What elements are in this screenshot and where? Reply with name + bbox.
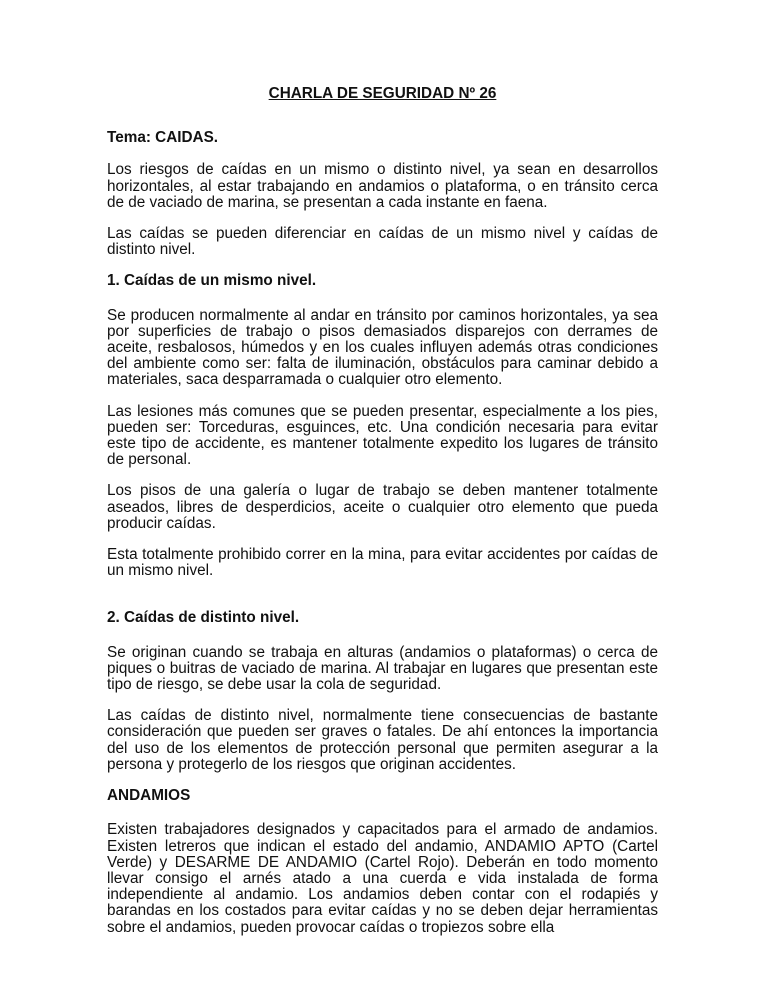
section-1-paragraph-4: Esta totalmente prohibido correr en la mina, para evitar accidentes por caídas de un mismo nivel.	[107, 546, 658, 580]
document-page	[107, 86, 658, 951]
section-1-heading: 1. Caídas de un mismo nivel.	[107, 272, 317, 290]
intro-paragraph-2: Las caídas se pueden diferenciar en caídas de un mismo nivel y caídas de distinto nivel.	[107, 225, 658, 259]
section-1-paragraph-3: Los pisos de una galería o lugar de trabajo se deben mantener totalmente aseados, libres de desperdicios, aceite o cualquier otro elemento que pueda producir caídas.	[107, 482, 658, 532]
section-2-paragraph-2: Las caídas de distinto nivel, normalmente tiene consecuencias de bastante consideración que pueden ser graves o fatales. De ahí entonces la importancia del uso de los elementos de protección personal que permiten asegurar a la persona y protegerlo de los riesgos que originan accidentes.	[107, 707, 658, 773]
section-1-paragraph-1: Se producen normalmente al andar en tránsito por caminos horizontales, ya sea por superficies de trabajo o pisos demasiados disparejos con derrames de aceite, resbalosos, húmedos y en los cuales influyen además otras condiciones del ambiente como ser: falta de iluminación, obstáculos para caminar debido a materiales, saca desparramada o cualquier otro elemento.	[107, 306, 658, 389]
section-3-paragraph-1: Existen trabajadores designados y capacitados para el armado de andamios. Existen letreros que indican el estado del andamio, ANDAMIO APTO (Cartel Verde) y DESARME DE ANDAMIO (Cartel Rojo). Deberán en todo momento llevar consigo el arnés atado a una cuerda e vida instalada de forma independiente al andamio. Los andamios deben contar con el rodapiés y barandas en los costados para evitar caídas y no se deben dejar herramientas sobre el andamios, pueden provocar caídas o tropiezos sobre ella	[107, 821, 658, 936]
section-1-paragraph-2: Las lesiones más comunes que se pueden presentar, especialmente a los pies, pueden ser: Torceduras, esguinces, etc. Una condición necesaria para evitar este tipo de accidente, es mantener totalmente expedito los lugares de tránsito de personal.	[107, 402, 658, 469]
section-2-paragraph-1: Se originan cuando se trabaja en alturas (andamios o plataformas) o cerca de piques o buitras de vaciado de marina. Al trabajar en lugares que presentan este tipo de riesgo, se debe usar la cola de seguridad.	[107, 643, 658, 694]
section-3-heading: ANDAMIOS	[107, 787, 191, 805]
intro-paragraph-1: Los riesgos de caídas en un mismo o distinto nivel, ya sean en desarrollos horizontales, al estar trabajando en andamios o plataforma, o en tránsito cerca de de vaciado de marina, se presentan a cada instante en faena.	[107, 161, 658, 211]
document-title: CHARLA DE SEGURIDAD Nº 26	[268, 85, 497, 102]
topic-heading: Tema: CAIDAS.	[107, 129, 219, 147]
section-2-heading: 2. Caídas de distinto nivel.	[107, 609, 300, 627]
